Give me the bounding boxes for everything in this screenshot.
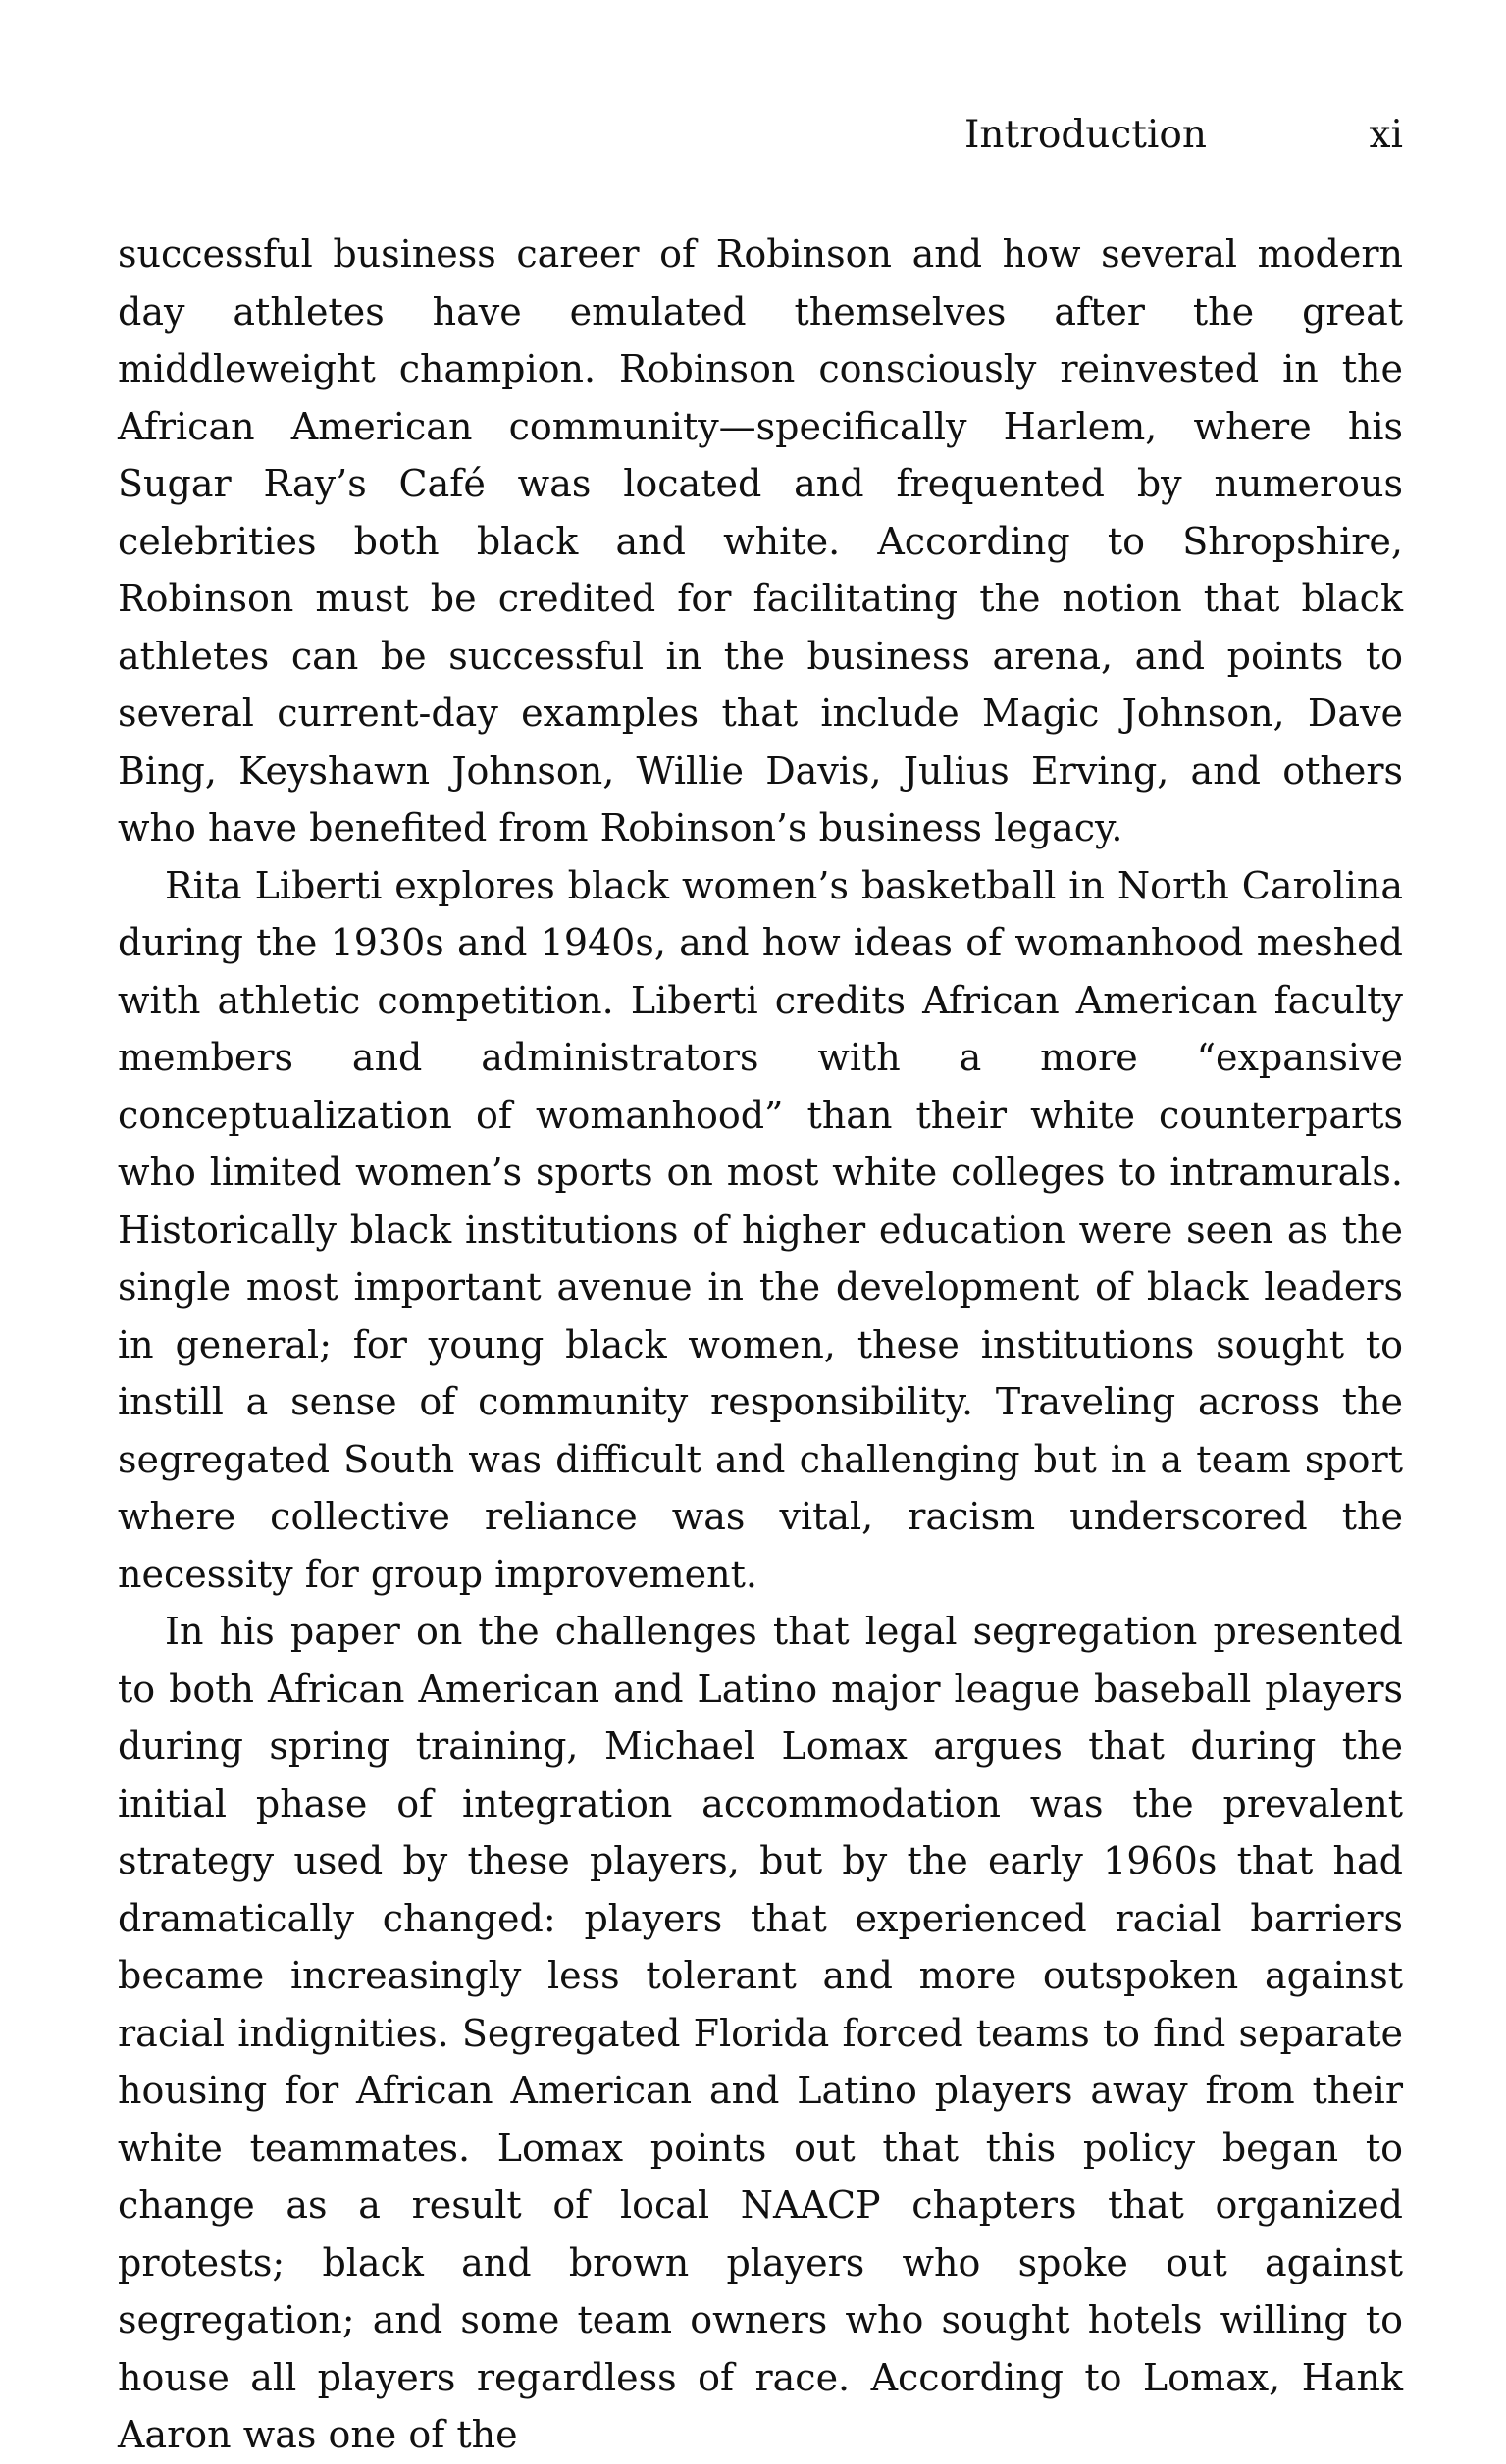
paragraph-continued: successful business career of Robinson and how several modern day athletes have emulated themselves after the great middleweight champion. Robinson consciously reinvested in the African American community—specifically Harlem, where his Sugar Ray’s Café was located and frequented by numerous celebrities both black and white. According to Shropshire, Robinson must be credited for facilitating the notion that black athletes can be successful in the business arena, and points to several current-day examples that include Magic Johnson, Dave Bing, Keyshawn Johnson, Willie Davis, Julius Erving, and others who have benefited from Robinson’s business legacy. xyxy=(118,232,1403,849)
running-head xyxy=(118,106,1403,165)
paragraph-lomax: In his paper on the challenges that legal segregation presented to both African American and Latino major league baseball players during spring training, Michael Lomax argues that during the initial phase of integration accommodation was the prevalent strategy used by these players, but by the early 1960s that had dramatically changed: players that experienced racial barriers became increasingly less tolerant and more outspoken against racial indignities. Segregated Florida forced teams to find separate housing for African American and Latino players away from their white teammates. Lomax points out that this policy began to change as a result of local NAACP chapters that organized protests; black and brown players who spoke out against segregation; and some team owners who sought hotels willing to house all players regardless of race. According to Lomax, Hank Aaron was one of the xyxy=(118,1610,1403,2456)
running-head-title: Introduction xyxy=(964,113,1207,157)
body-text xyxy=(118,226,1403,2464)
paragraph-liberti: Rita Liberti explores black women’s basketball in North Carolina during the 1930s and 1940s, and how ideas of womanhood meshed with athletic competition. Liberti credits African American faculty members and administrators with a more “expansive conceptualization of womanhood” than their white counterparts who limited women’s sports on most white colleges to intramurals. Historically black institutions of higher education were seen as the single most important avenue in the development of black leaders in general; for young black women, these institutions sought to instill a sense of community responsibility. Traveling across the segregated South was difficult and challenging but in a team sport where collective reliance was vital, racism underscored the necessity for group improvement. xyxy=(118,863,1403,1596)
page-number: xi xyxy=(1369,113,1403,157)
